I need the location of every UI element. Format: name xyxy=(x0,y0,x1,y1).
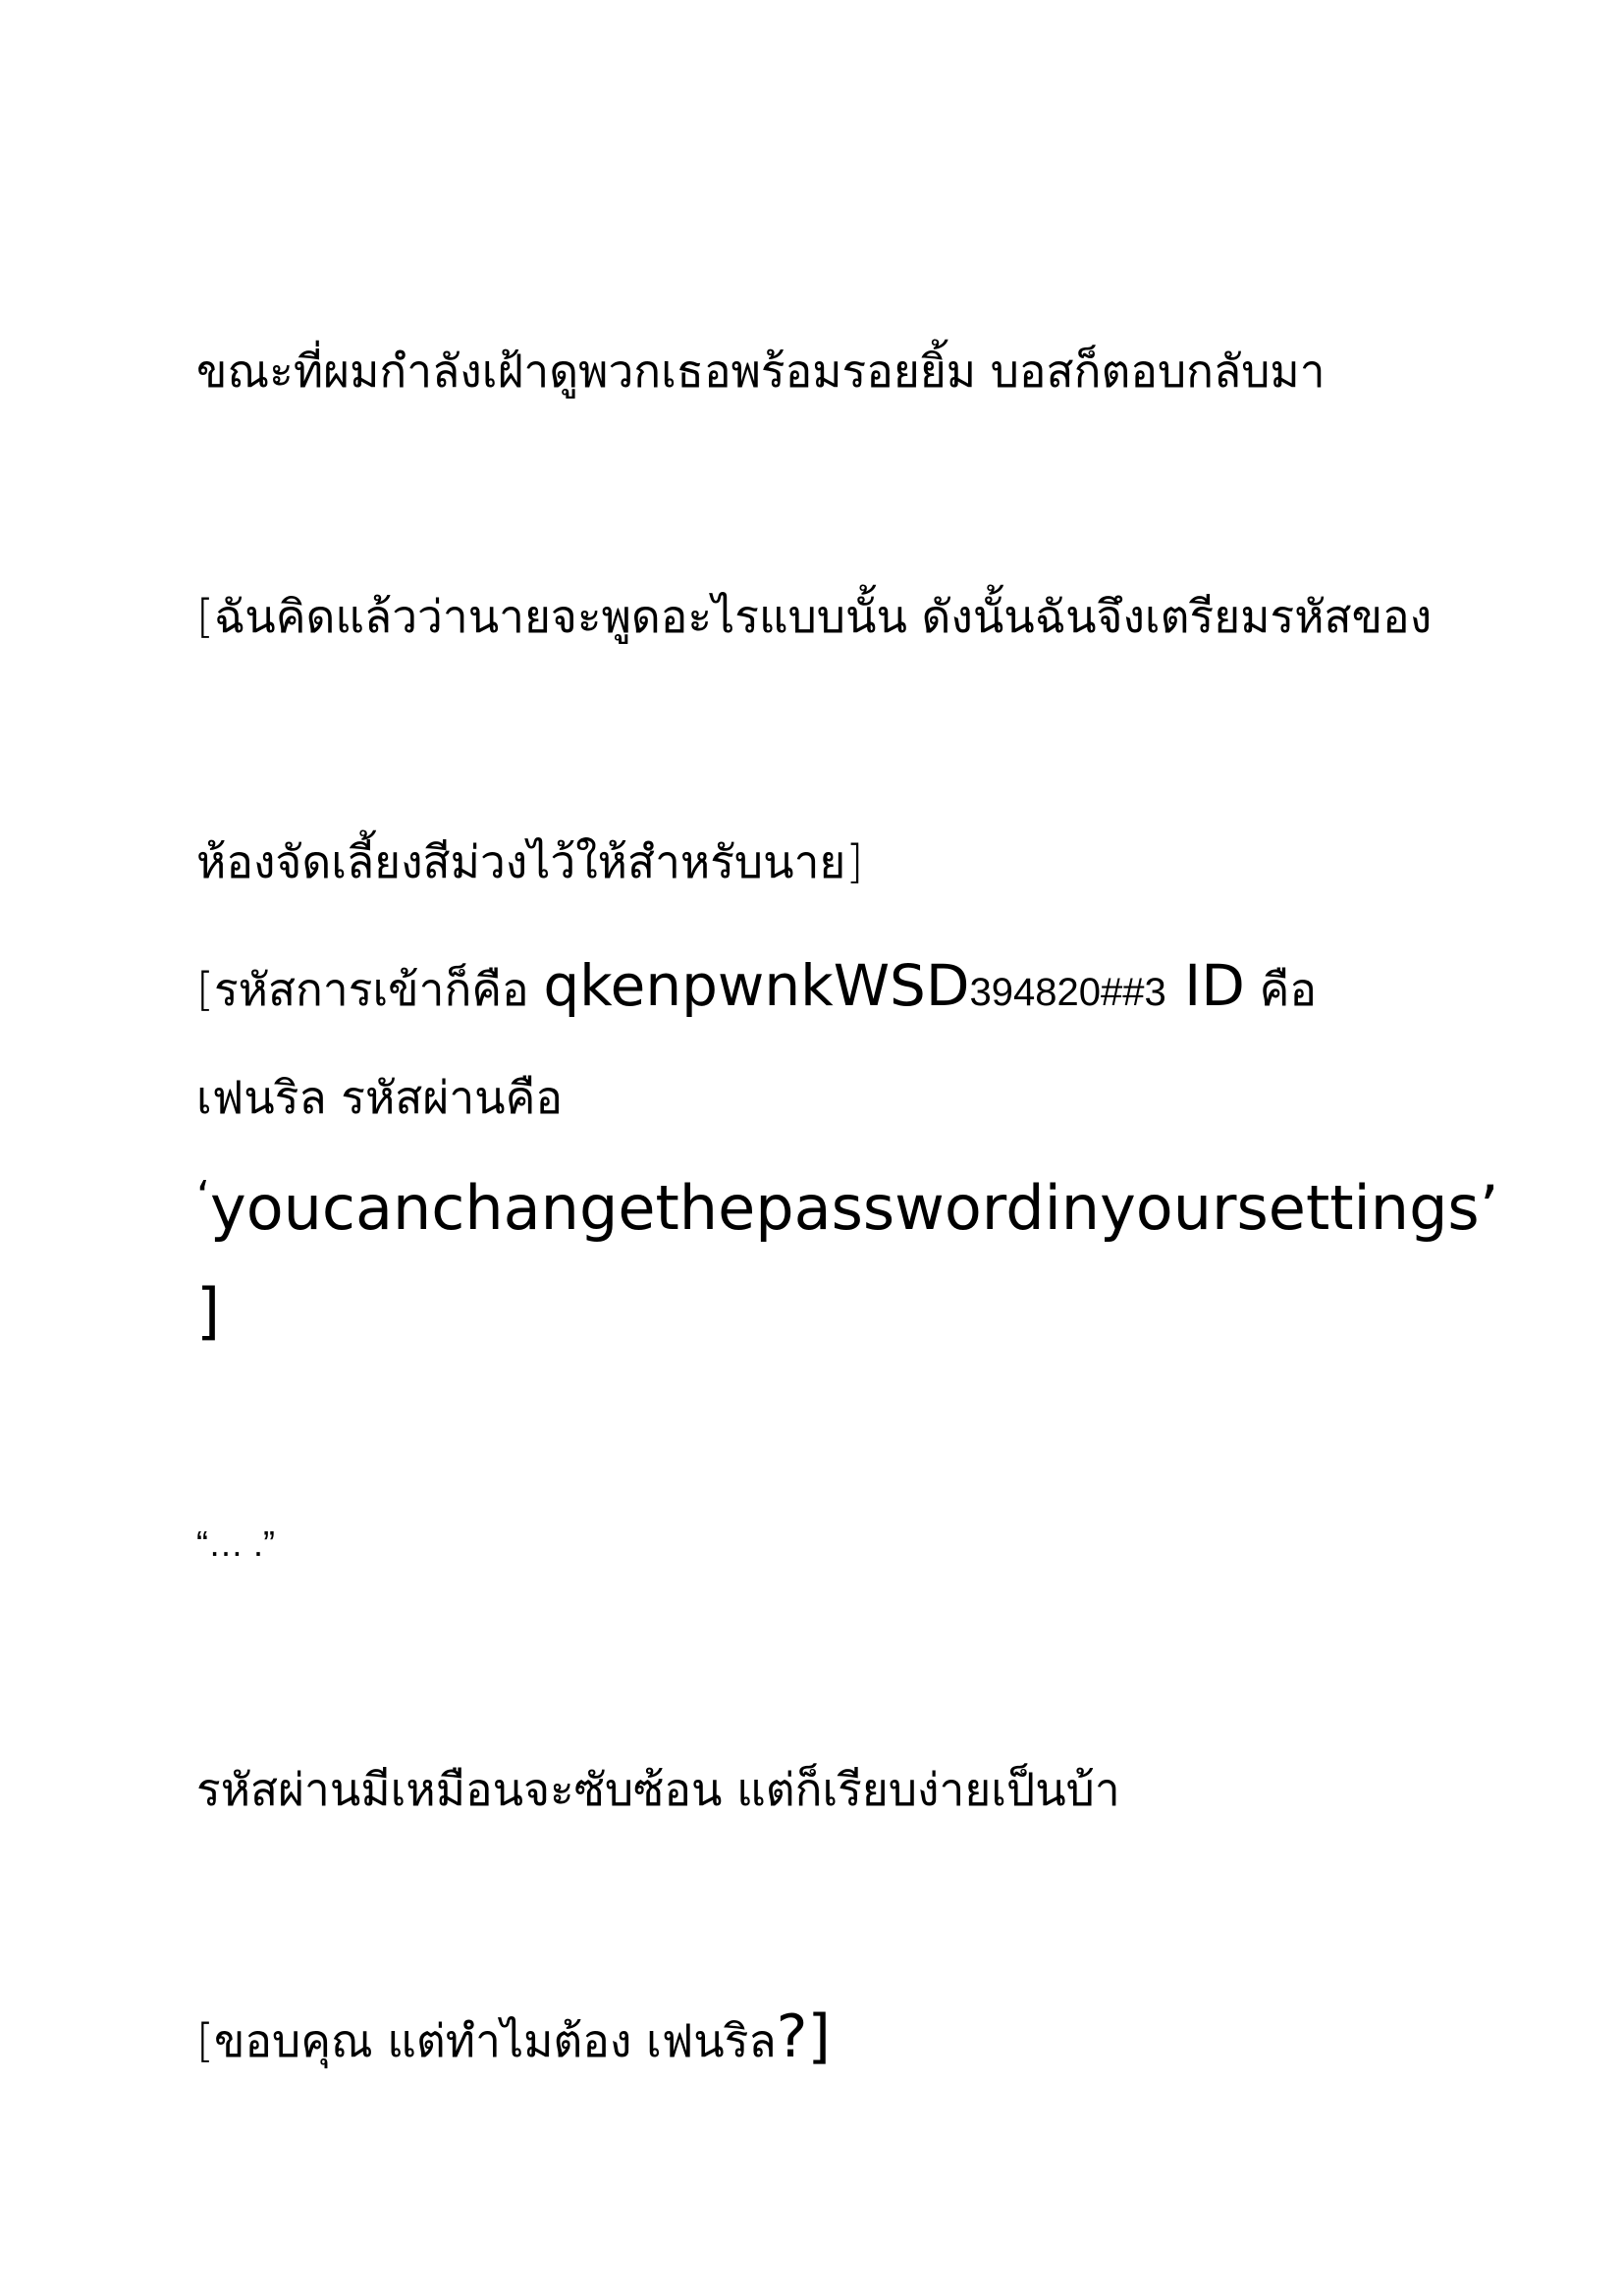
thanks-question-text: [ขอบคุณ แต่ทำไมต้อง เฟนริล xyxy=(196,2014,777,2067)
paragraph-password-comment: รหัสผ่านมีเหมือนจะซับซ้อน แต่ก็เรียบง่ายเป็นบ้า xyxy=(196,1763,1120,1816)
password-close-bracket: ] xyxy=(196,1275,221,1347)
paragraph-boss-reply: ขณะที่ผมกำลังเฝ้าดูพวกเธอพร้อมรอยยิ้ม บอสก็ตอบกลับมา xyxy=(196,345,1326,398)
paragraph-password xyxy=(196,1172,1499,1244)
thanks-question-mark: ?] xyxy=(776,2002,831,2071)
paragraph-id-and-password-label: เฟนริล รหัสผ่านคือ xyxy=(196,1071,563,1124)
paragraph-thanks-question xyxy=(196,2002,831,2071)
paragraph-boss-message-line-2: ห้องจัดเลี้ยงสีม่วงไว้ให้สำหรับนาย] xyxy=(196,835,864,888)
access-code-digits: 394820##3 xyxy=(969,971,1166,1014)
access-code-prefix: [รหัสการเข้าก็คือ xyxy=(196,963,544,1016)
id-label: ID xyxy=(1165,952,1245,1019)
password-text: youcanchangethepasswordinyoursettings’ xyxy=(210,1172,1499,1244)
paragraph-boss-message-line-1: [ฉันคิดแล้วว่านายจะพูดอะไรแบบนั้น ดังนั้นฉันจึงเตรียมรหัสของ xyxy=(196,590,1433,643)
access-code-letters: qkenpwnkWSD xyxy=(543,952,970,1019)
paragraph-ellipsis: “… .” xyxy=(196,1523,275,1564)
paragraph-access-code xyxy=(196,952,1317,1019)
access-code-suffix: คือ xyxy=(1244,963,1317,1016)
password-open-quote: ‘ xyxy=(196,1172,210,1222)
